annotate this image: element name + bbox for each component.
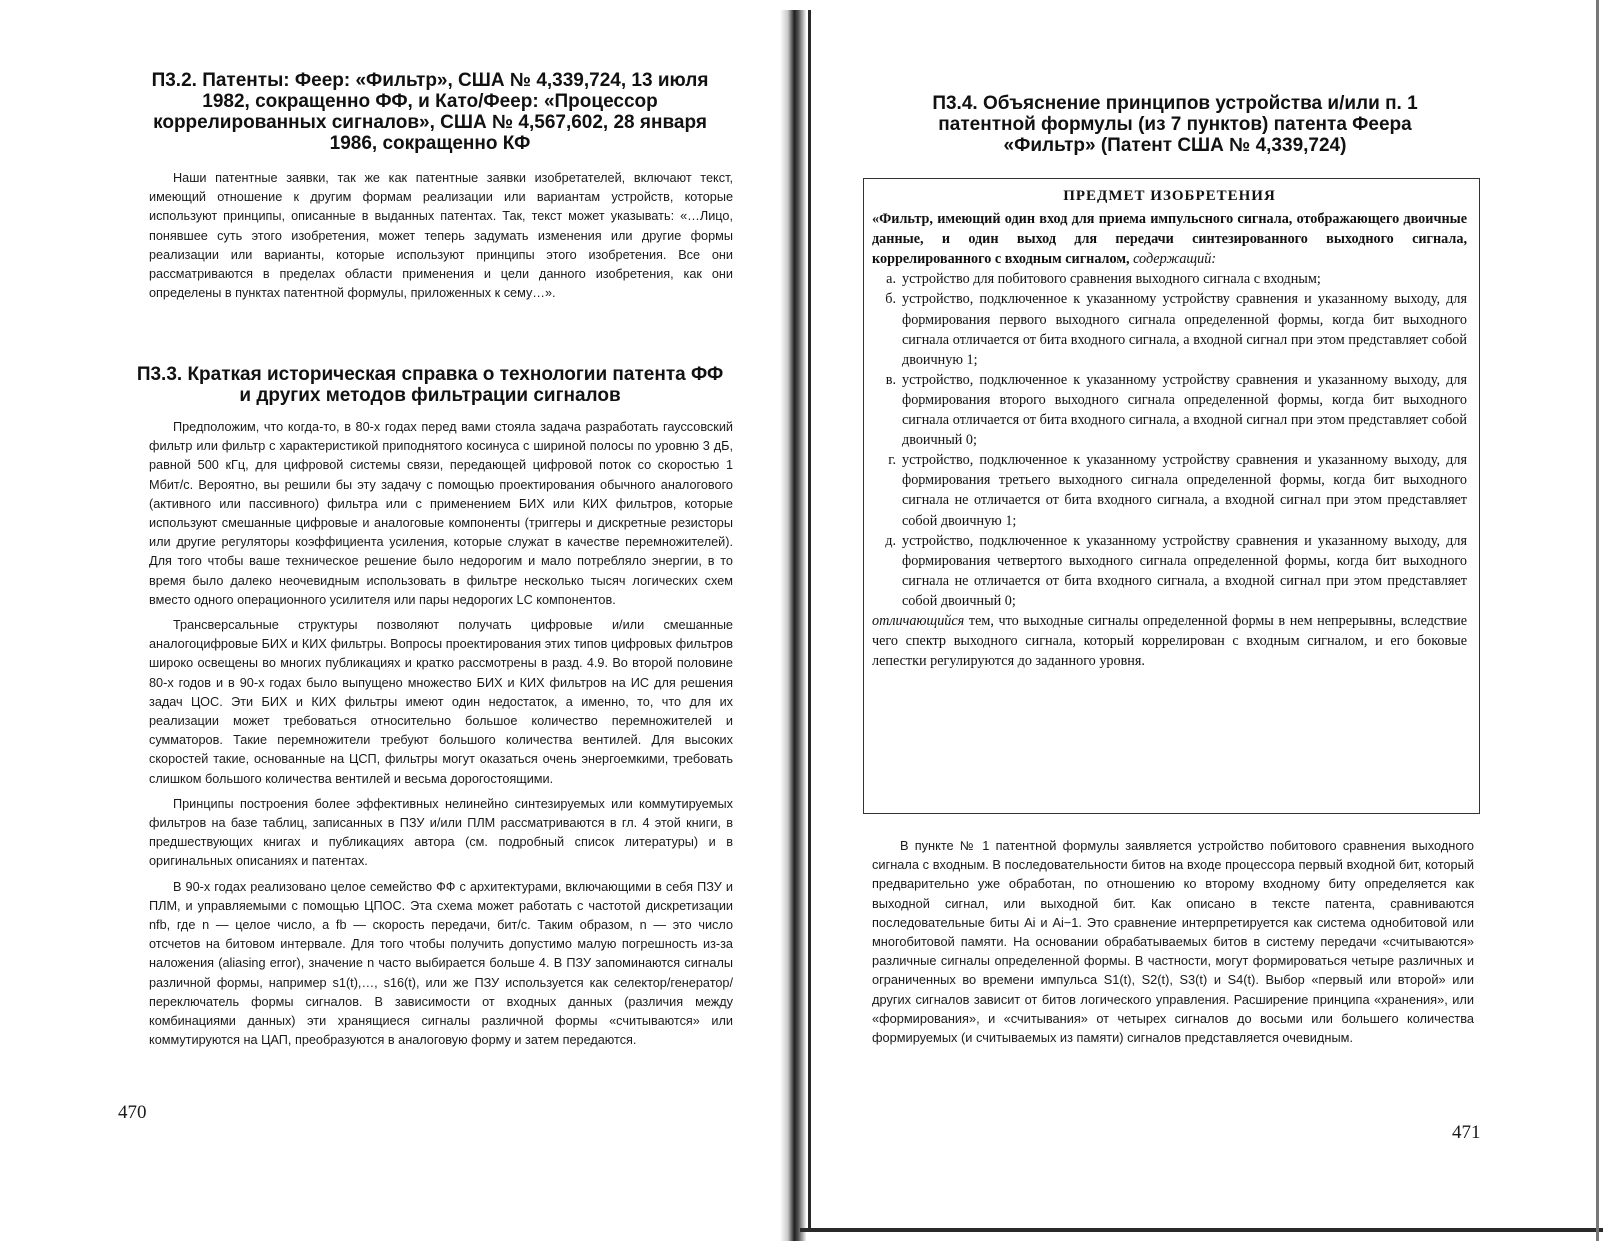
claim-item-marker: в.: [885, 371, 896, 388]
claim-item-text: устройство, подключенное к указанному устройству сравнения и указанному выходу, для формирования первого выходного сигнала определенной формы, когда бит выходного сигнала отличается от бита входного сигнала, а входной сигнал при этом представляет собой двоичную 1;: [902, 291, 1467, 368]
claim-item: [872, 450, 1467, 530]
section-body-p32: [149, 169, 733, 309]
paragraph: Принципы построения более эффективных нелинейно синтезируемых или коммутируемых фильтров на базе таблиц, записанных в ПЗУ и/или ПЛМ рассматриваются в гл. 4 этой книги, в предшествующих книгах и публикациях автора (см. подробный список литературы) и в оригинальных описаниях и патентах.: [149, 796, 733, 869]
page-number: 471: [1452, 1122, 1481, 1143]
claim-item: [872, 531, 1467, 611]
claim-item-marker: д.: [885, 532, 896, 549]
claim-item-text: устройство, подключенное к указанному устройству сравнения и указанному выходу, для формирования третьего выходного сигнала определенной формы, когда бит выходного сигнала не отличается от бита входного сигнала, а входной сигнал при этом представляет собой двоичную 1;: [902, 452, 1467, 529]
claim-intro-text: «Фильтр, имеющий один вход для приема импульсного сигнала, отображающего двоичные данные, и один выход для передачи синтезированного выходного сигнала, коррелированного с входным сигналом,: [872, 211, 1467, 268]
claim-box: [863, 178, 1480, 814]
paragraph: Предположим, что когда-то, в 80-х годах перед вами стояла задача разработать гауссовский фильтр или фильтр с характеристикой приподнятого косинуса с шириной полосы по уровню 3 дБ, равной 500 кГц, для цифровой системы связи, передающей цифровой поток со скоростью 1 Мбит/с. Вероятно, вы решили бы эту задачу с помощью проектирования обычного аналогового (активного или пассивного) фильтра или с применением БИХ или КИХ фильтров, которые используют смешанные цифровые и аналоговые компоненты (триггеры и дискретные резисторы или другие регуляторы коэффициента усиления, которые служат в качестве перемножителей). Для того чтобы ваше техническое решение было недорогим и мало потребляло энергии, в то время было далеко неочевидным использовать в фильтре несколько тысяч логических схем вместо одного операционного усилителя или пары недорогих LC компонентов.: [149, 420, 733, 607]
section-heading-p32: П3.2. Патенты: Феер: «Фильтр», США № 4,339,724, 13 июля 1982, сокращенно ФФ, и Като/Феер: «Процессор коррелированных сигналов», США № 4,567,602, 28 января 1986, сокращенно КФ: [151, 70, 709, 154]
claim-item-text: устройство для побитового сравнения выходного сигнала с входным;: [902, 271, 1321, 288]
section-heading-p34: П3.4. Объяснение принципов устройства и/или п. 1 патентной формулы (из 7 пунктов) патента Феера «Фильтр» (Патент США № 4,339,724): [932, 93, 1418, 156]
paragraph: Наши патентные заявки, так же как патентные заявки изобретателей, включают текст, имеющий отношение к другим формам реализации или вариантам устройств, которые используют принципы, описанные в выданных патентах. Так, текст может указывать: «…Лицо, понявшее суть этого изобретения, может теперь задумать изменения или другие формы реализации или варианты, которые используют принципы этого изобретения. Все они рассматриваются в пределах области применения и цели данного изобретения, как они определены в пунктах патентной формулы, приложенных к сему…».: [149, 171, 733, 301]
claim-item: [872, 370, 1467, 450]
claim-item: [872, 269, 1467, 289]
claim-item: [872, 289, 1467, 369]
paragraph: Трансверсальные структуры позволяют получать цифровые и/или смешанные аналогоцифровые БИХ и КИХ фильтры. Вопросы проектирования этих типов цифровых фильтров широко освещены во многих публикациях и кратко рассмотрены в разд. 4.9. Во второй половине 80-х годов и в 90-х годах было выпущено множество БИХ и КИХ фильтров на ИС для решения задач ЦОС. Эти БИХ и КИХ фильтры имеют один недостаток, а именно, то, что для их реализации может требоваться относительно большое количество перемножителей и сумматоров. Такие перемножители требуют большого количества вентилей. Для высоких скоростей такие, основанные на ЦСП, фильтры могут оказаться очень энергоемкими, требовать слишком большого количества вентилей и весьма дорогостоящими.: [149, 618, 733, 786]
claim-item-marker: б.: [885, 291, 896, 308]
section-body-p34: [872, 836, 1474, 1053]
claim-closing: [872, 611, 1467, 671]
bottom-edge-rule: [800, 1228, 1603, 1232]
claim-item-text: устройство, подключенное к указанному устройству сравнения и указанному выходу, для формирования четвертого выходного сигнала определенной формы, когда бит выходного сигнала не отличается от бита входного сигнала, а входной сигнал при этом представляет собой двоичный 0;: [902, 532, 1467, 609]
claim-closing-italic: отличающийся: [872, 612, 965, 629]
claim-box-title: ПРЕДМЕТ ИЗОБРЕТЕНИЯ: [1063, 188, 1276, 204]
claim-closing-text: тем, что выходные сигналы определенной формы в нем непрерывны, вследствие чего спектр выходного сигнала, который коррелирован с входным сигналом, и его боковые лепестки регулируются до заданного уровня.: [872, 612, 1468, 670]
claim-intro: [872, 209, 1467, 269]
paragraph: В 90-х годах реализовано целое семейство ФФ с архитектурами, включающими в себя ПЗУ и ПЛМ, и управляемыми с помощью ЦПОС. Эта схема может работать с частотой дискретизации nfb, где n — целое число, а fb — скорость передачи, бит/с. Таким образом, n — это число отсчетов на битовом интервале. Для того чтобы получить допустимо малую погрешность из-за наложения (aliasing error), значение n часто выбирается больше 4. В ПЗУ запоминаются сигналы различной формы, например s1(t),…, s16(t), или же ПЗУ используется как селектор/генератор/переключатель формы сигналов. В зависимости от входных данных (различия между комбинациями данных) эти хранящиеся сигналы различной формы «считываются» или коммутируются на ЦАП, преобразуются в аналоговую форму и затем передаются.: [149, 879, 733, 1048]
paragraph: В пункте № 1 патентной формулы заявляется устройство побитового сравнения выходного сигнала с входным. В последовательности битов на входе процессора первый входной бит, который предварительно уже обработан, по отношению ко второму входному биту определяется как выходной сигнал, или выходной бит. Как описано в тексте патента, сравниваются последовательные биты Ai и Ai−1. Это сравнение интерпретируется как система однобитовой или многобитовой памяти. На основании обрабатываемых битов в систему передачи «считываются» различные сигналы определенной формы. В частности, могут формироваться четыре различных и ограниченных во времени импульса S1(t), S2(t), S3(t) и S4(t). Выбор «первый или второй» или других сигналов зависит от битов логического управления. Расширение принципа «хранения», или «формирования», и «считывания» от четырех сигналов до восьми или большего количества формируемых (и считываемых из памяти) сигналов представляется очевидным.: [872, 838, 1474, 1046]
section-body-p33: [149, 418, 733, 1057]
claim-intro-tail: содержащий:: [1133, 251, 1217, 268]
page-number: 470: [118, 1102, 147, 1123]
claim-item-marker: г.: [888, 452, 896, 469]
section-heading-p33: П3.3. Краткая историческая справка о технологии патента ФФ и других методов фильтрации сигналов: [136, 364, 724, 406]
claim-item-text: устройство, подключенное к указанному устройству сравнения и указанному выходу, для формирования второго выходного сигнала определенной формы, когда бит выходного сигнала отличается от бита входного сигнала, а входной сигнал при этом представляет собой двоичный 0;: [902, 371, 1467, 449]
claim-items: [872, 269, 1467, 611]
left-page: [0, 0, 790, 1241]
claim-item-marker: а.: [886, 271, 896, 288]
right-edge-shadow: [1596, 0, 1599, 1241]
